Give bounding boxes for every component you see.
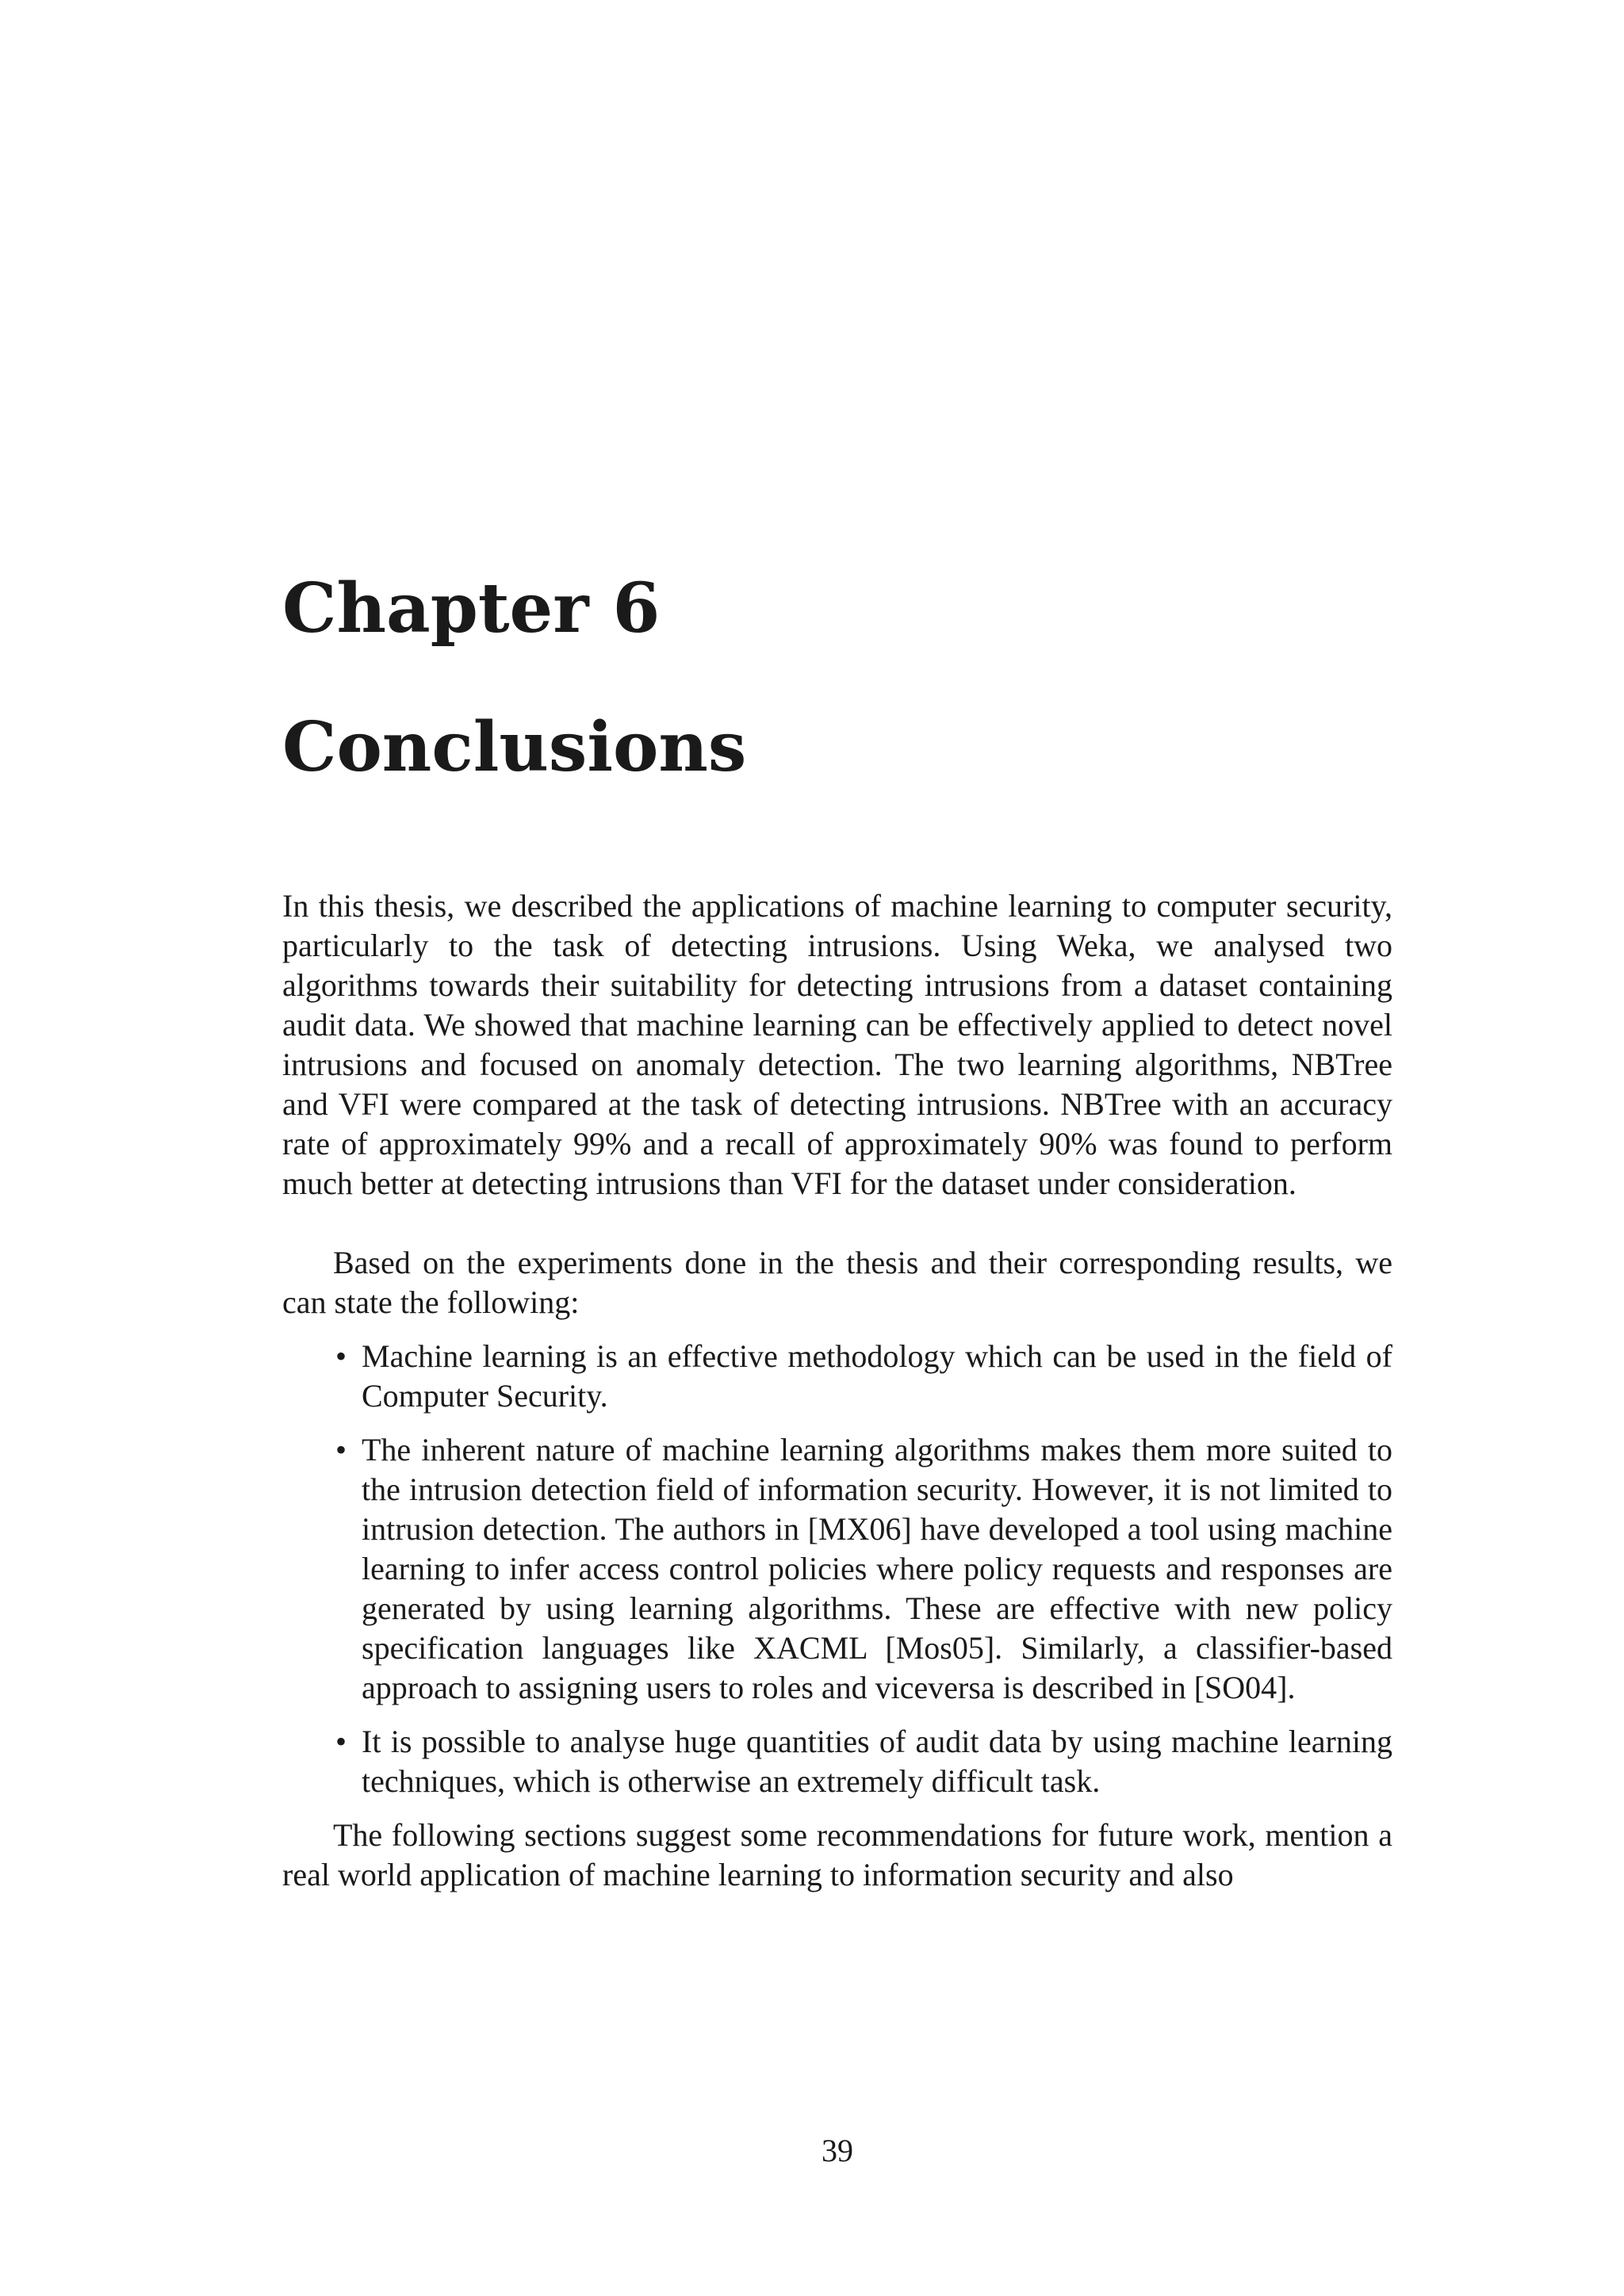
list-item-text: It is possible to analyse huge quantities of audit data by using machine learning techniques, which is otherwise an extremely difficult task. xyxy=(362,1724,1392,1799)
paragraph-following-sections: The following sections suggest some recommendations for future work, mention a real world application of machine learning to information security and also xyxy=(282,1817,1392,1892)
list-item xyxy=(335,1722,1392,1801)
page-number: 39 xyxy=(822,2133,853,2168)
list-item-text: The inherent nature of machine learning algorithms makes them more suited to the intrusion detection field of information security. However, it is not limited to intrusion detection. The authors in [MX06] have developed a tool using machine learning to infer access control policies where policy requests and responses are generated by using learning algorithms. These are effective with new policy specification languages like XACML [Mos05]. Similarly, a classifier-based approach to assigning users to roles and viceversa is described in [SO04]. xyxy=(362,1432,1392,1705)
paragraph-statements-lead: Based on the experiments done in the thesis and their corresponding results, we can state the following: xyxy=(282,1245,1392,1320)
chapter-body xyxy=(282,886,1392,1895)
list-item xyxy=(335,1430,1392,1708)
bullet-icon: • xyxy=(335,1724,347,1759)
bullet-icon: • xyxy=(335,1432,347,1468)
chapter-number: Chapter 6 xyxy=(282,568,661,649)
paragraph-intro: In this thesis, we described the applications of machine learning to computer security, particularly to the task of detecting intrusions. Using Weka, we analysed two algorithms towards their suitability for detecting intrusions from a dataset containing audit data. We showed that machine learning can be effectively applied to detect novel intrusions and focused on anomaly detection. The two learning algorithms, NBTree and VFI were compared at the task of detecting intrusions. NBTree with an accuracy rate of approximately 99% and a recall of approximately 90% was found to perform much better at detecting intrusions than VFI for the dataset under consideration. xyxy=(282,888,1392,1201)
bullet-icon: • xyxy=(335,1338,347,1374)
list-item-text: Machine learning is an effective methodology which can be used in the field of Computer Security. xyxy=(362,1338,1392,1414)
conclusions-list xyxy=(282,1337,1392,1801)
list-item xyxy=(335,1337,1392,1416)
document-page xyxy=(282,0,1392,2296)
chapter-title: Conclusions xyxy=(282,707,747,787)
